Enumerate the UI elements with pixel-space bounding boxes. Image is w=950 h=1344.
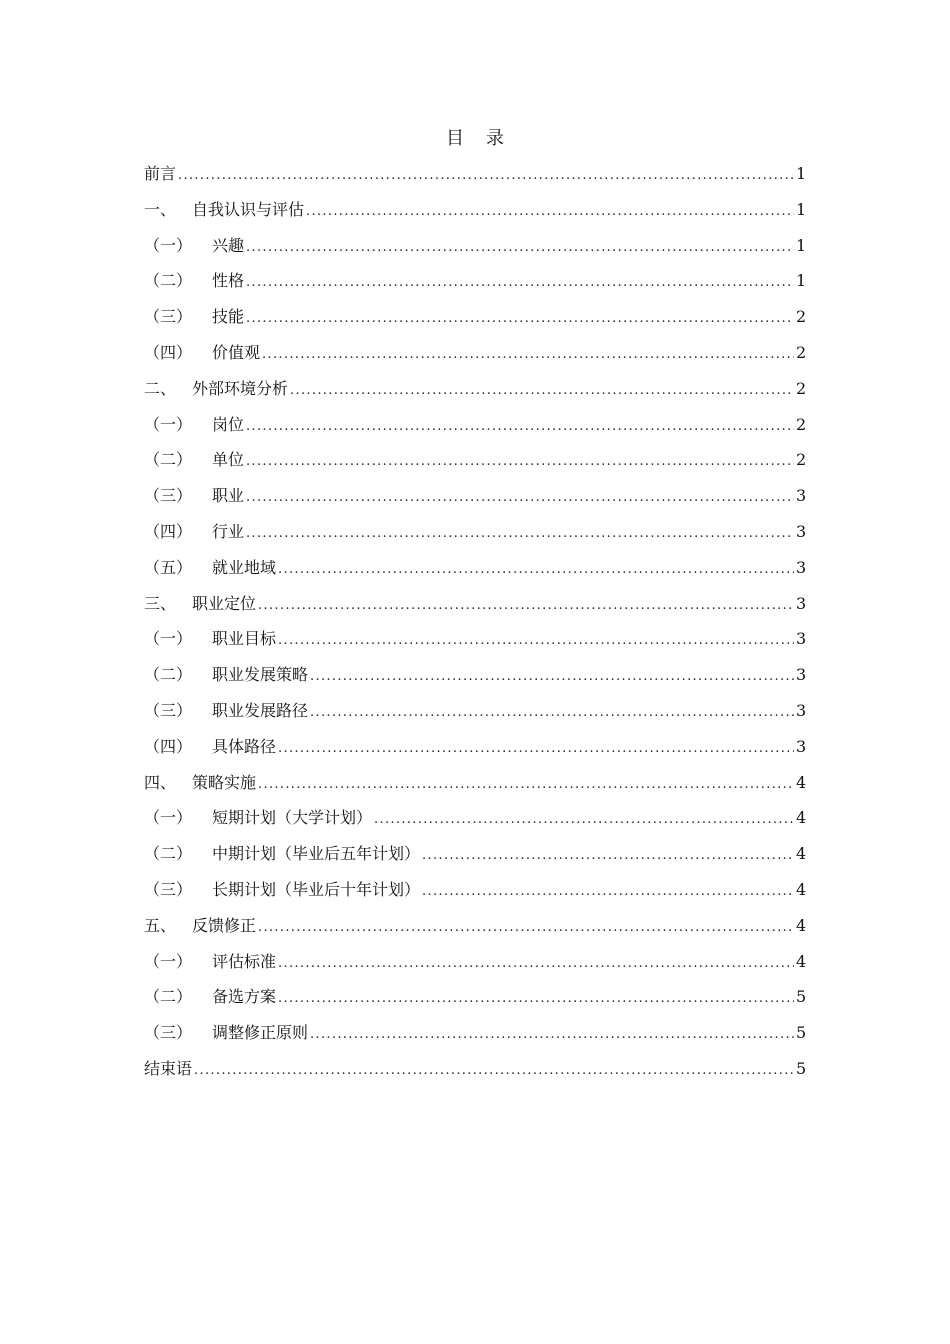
toc-entry[interactable]: [144, 483, 806, 519]
toc-dot-leader: [246, 449, 794, 475]
toc-entry-number: （一）: [144, 235, 193, 255]
toc-entry-page-number: 3: [796, 557, 807, 577]
toc-entry-number: （五）: [144, 557, 193, 577]
toc-entry-label: 职业发展策略: [212, 665, 309, 685]
toc-dot-leader: [246, 485, 794, 511]
toc-dot-leader: [374, 807, 794, 833]
toc-entry[interactable]: [144, 591, 806, 627]
toc-dot-leader: [194, 1058, 794, 1084]
toc-entry-page-number: 1: [796, 235, 807, 255]
toc-entry-number: （一）: [144, 808, 193, 828]
toc-entry-number: （三）: [144, 486, 193, 506]
toc-dot-leader: [258, 593, 794, 619]
toc-entry-label: 自我认识与评估: [192, 199, 305, 219]
toc-entry[interactable]: [144, 340, 806, 376]
toc-dot-leader: [258, 772, 794, 798]
toc-entry-label: 岗位: [212, 414, 245, 434]
toc-entry-label: 策略实施: [192, 772, 257, 792]
toc-entry[interactable]: [144, 519, 806, 555]
toc-entry-page-number: 3: [796, 521, 807, 541]
toc-entry-page-number: 1: [796, 164, 807, 183]
toc-entry-label: 中期计划（毕业后五年计划）: [212, 844, 421, 864]
toc-dot-leader: [422, 843, 794, 869]
toc-dot-leader: [246, 235, 794, 261]
toc-title: [0, 126, 950, 152]
toc-entry-number: （一）: [144, 629, 193, 649]
toc-entry[interactable]: [144, 984, 806, 1020]
toc-entry-label: 性格: [212, 271, 245, 291]
toc-entry-label: 职业目标: [212, 629, 277, 649]
toc-entry-page-number: 2: [796, 450, 807, 470]
toc-dot-leader: [246, 306, 794, 332]
toc-entry-label: 结束语: [144, 1058, 193, 1078]
toc-dot-leader: [278, 736, 794, 762]
toc-entry-page-number: 4: [796, 915, 807, 935]
toc-entry-page-number: 2: [796, 307, 807, 327]
toc-dot-leader: [278, 951, 794, 977]
toc-entry[interactable]: [144, 770, 806, 806]
toc-entry[interactable]: [144, 841, 806, 877]
toc-entry-page-number: 4: [796, 844, 807, 864]
toc-entry-label: 备选方案: [212, 987, 277, 1007]
toc-entry-label: 长期计划（毕业后十年计划）: [212, 879, 421, 899]
toc-entry[interactable]: [144, 626, 806, 662]
toc-entry-label: 职业: [212, 486, 245, 506]
toc-dot-leader: [422, 879, 794, 905]
toc-entry-label: 调整修正原则: [212, 1023, 309, 1043]
toc-dot-leader: [246, 521, 794, 547]
toc-entry-number: 二、: [144, 378, 177, 398]
toc-entry-label: 反馈修正: [192, 915, 257, 935]
toc-entry-number: （三）: [144, 307, 193, 327]
toc-title-part-2: 录: [486, 128, 504, 149]
toc-entry-page-number: 2: [796, 342, 807, 362]
toc-entry[interactable]: [144, 877, 806, 913]
toc-entry-number: （四）: [144, 342, 193, 362]
toc-dot-leader: [278, 628, 794, 654]
toc-entry[interactable]: [144, 304, 806, 340]
toc-dot-leader: [246, 414, 794, 440]
toc-entry-page-number: 5: [796, 987, 807, 1007]
toc-entry[interactable]: [144, 698, 806, 734]
toc-entry-number: （三）: [144, 700, 193, 720]
toc-entry-number: （四）: [144, 521, 193, 541]
toc-entry-page-number: 3: [796, 700, 807, 720]
toc-entry-label: 职业定位: [192, 593, 257, 613]
toc-entry-number: （二）: [144, 844, 193, 864]
toc-entry[interactable]: [144, 412, 806, 448]
toc-dot-leader: [278, 557, 794, 583]
toc-entry-number: （三）: [144, 1023, 193, 1043]
toc-entry-label: 兴趣: [212, 235, 245, 255]
toc-entry-page-number: 4: [796, 772, 807, 792]
toc-title-part-1: 目: [446, 128, 464, 149]
toc-entry-page-number: 3: [796, 593, 807, 613]
toc-entry-number: （三）: [144, 879, 193, 899]
toc-entry-label: 具体路径: [212, 736, 277, 756]
toc-entry-page-number: 3: [796, 629, 807, 649]
toc-entry-label: 价值观: [212, 342, 261, 362]
toc-entry-page-number: 5: [796, 1023, 807, 1043]
toc-entry-number: 四、: [144, 772, 177, 792]
toc-dot-leader: [258, 915, 794, 941]
toc-entry[interactable]: [144, 447, 806, 483]
toc-entry-label: 技能: [212, 307, 245, 327]
toc-dot-leader: [278, 986, 794, 1012]
toc-entry-page-number: 3: [796, 665, 807, 685]
toc-entry[interactable]: [144, 662, 806, 698]
toc-entry-number: （一）: [144, 951, 193, 971]
toc-entry-label: 就业地域: [212, 557, 277, 577]
toc-entry[interactable]: [144, 268, 806, 304]
toc-dot-leader: [310, 700, 794, 726]
toc-entry-label: 行业: [212, 521, 245, 541]
toc-dot-leader: [246, 270, 794, 296]
toc-entry[interactable]: [144, 197, 806, 233]
toc-entry-page-number: 3: [796, 486, 807, 506]
toc-dot-leader: [310, 1022, 794, 1048]
toc-entry-page-number: 3: [796, 736, 807, 756]
toc-entry-label: 前言: [144, 164, 177, 183]
toc-entry-page-number: 4: [796, 951, 807, 971]
toc-entry-page-number: 4: [796, 879, 807, 899]
toc-entry-label: 单位: [212, 450, 245, 470]
toc-entry-number: （二）: [144, 450, 193, 470]
toc-entry[interactable]: [144, 376, 806, 412]
toc-entry-number: （四）: [144, 736, 193, 756]
toc-entry-number: （一）: [144, 414, 193, 434]
toc-entry-label: 短期计划（大学计划）: [212, 808, 373, 828]
toc-dot-leader: [178, 163, 794, 189]
toc-entry-number: （二）: [144, 987, 193, 1007]
toc-entry[interactable]: [144, 555, 806, 591]
toc-entry-page-number: 4: [796, 808, 807, 828]
toc-dot-leader: [306, 199, 794, 225]
toc-dot-leader: [262, 342, 794, 368]
toc-dot-leader: [310, 664, 794, 690]
toc-entry[interactable]: [144, 1056, 806, 1092]
toc-entry-number: （二）: [144, 665, 193, 685]
toc-entry[interactable]: [144, 734, 806, 770]
toc-entry[interactable]: [144, 1020, 806, 1056]
table-of-contents: [144, 161, 806, 1092]
toc-entry-label: 评估标准: [212, 951, 277, 971]
toc-entry[interactable]: [144, 949, 806, 985]
toc-entry[interactable]: [144, 161, 806, 197]
toc-entry-page-number: 5: [796, 1058, 807, 1078]
toc-dot-leader: [290, 378, 794, 404]
toc-entry[interactable]: [144, 913, 806, 949]
toc-entry-page-number: 2: [796, 414, 807, 434]
toc-entry-page-number: 1: [796, 271, 807, 291]
toc-entry-label: 职业发展路径: [212, 700, 309, 720]
toc-entry-number: 三、: [144, 593, 177, 613]
toc-entry-page-number: 2: [796, 378, 807, 398]
toc-entry-number: 一、: [144, 199, 177, 219]
toc-entry-number: （二）: [144, 271, 193, 291]
toc-entry[interactable]: [144, 805, 806, 841]
toc-entry-number: 五、: [144, 915, 177, 935]
toc-entry-label: 外部环境分析: [192, 378, 289, 398]
toc-entry[interactable]: [144, 233, 806, 269]
toc-entry-page-number: 1: [796, 199, 807, 219]
